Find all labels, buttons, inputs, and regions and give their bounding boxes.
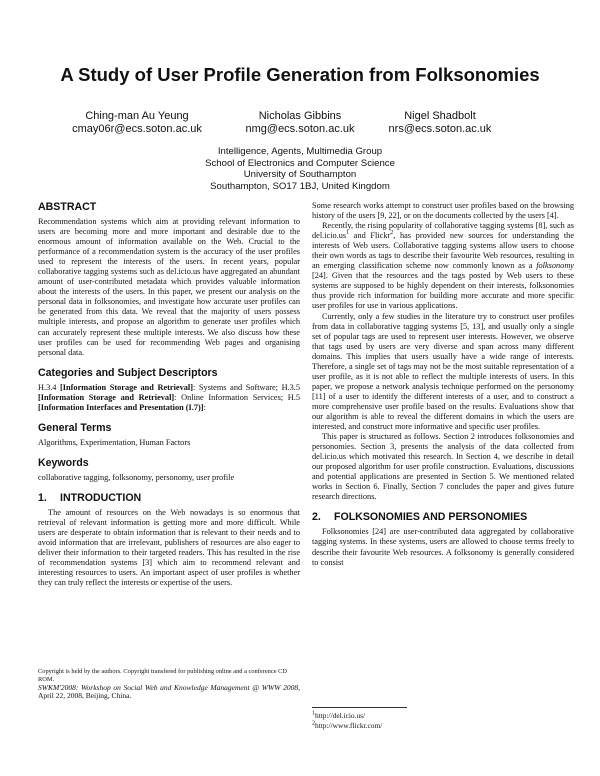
footnote: $^2$http://www.flickr.com/	[312, 720, 383, 730]
affiliation-line: Southampton, SO17 1BJ, United Kingdom	[210, 180, 390, 192]
general-terms-text: Algorithms, Experimentation, Human Factors	[38, 437, 191, 447]
folksonomies-heading: 2. FOLKSONOMIES AND PERSONOMIES	[312, 511, 528, 524]
author-email: nrs@ecs.soton.ac.uk	[388, 123, 492, 135]
author-email: nmg@ecs.soton.ac.uk	[245, 123, 355, 135]
folksonomies-section	[312, 511, 574, 567]
categories-text: H.3.4 [Information Storage and Retrieval]: Systems and Software; H.3.5 [Information Storage and Retrieval]: Online Information Services; H.5 [Information Interfaces and Presentation (I.7)]:	[38, 382, 300, 412]
footnote: $^1$http://del.icio.us/	[312, 710, 366, 720]
author-name: Ching-man Au Yeung	[85, 110, 189, 122]
introduction-section	[38, 492, 300, 588]
categories-section	[38, 367, 300, 413]
copyright-line: Copyright is held by the authors. Copyright transfered for publishing online and a conference CD ROM.	[38, 668, 288, 683]
introduction-continued	[312, 201, 574, 502]
general-terms-heading: General Terms	[38, 421, 112, 434]
author-name: Nicholas Gibbins	[258, 110, 342, 122]
intro-paragraph: Some research works attempt to construct user profiles based on the browsing history of the users [9, 22], or on the documents collected by the users [4].	[312, 201, 574, 221]
keywords-text: collaborative tagging, folksonomy, personomy, user profile	[38, 472, 235, 482]
affiliation	[120, 146, 480, 192]
abstract-text: Recommendation systems which aim at providing relevant information to users are becoming more and more important and desirable due to the enormous amount of information available on the Web. Crucial to the performance of a recommendation system is the accuracy of the user profiles used to represent the interests of the users. In recent years, popular collaborative tagging systems such as del.icio.us have aggregated an abundant amount of user-contributed metadata which provides valuable information about the interests of the users. In this paper, we present our analysis on the personal data in folksonomies, and investigate how accurate user profiles can be generated from this data. We reveal that the majority of users possess multiple interests, and propose an algorithm to generate user profiles which can accurately represent these multiple interests. We also discuss how these user profiles can be used for recommending Web pages and organising personal data.	[38, 217, 300, 357]
footnote-rule	[312, 707, 407, 708]
abstract-heading: ABSTRACT	[38, 201, 97, 213]
intro-paragraph: The amount of resources on the Web nowadays is so enormous that retrieval of relevant information is getting more and more difficult. While users are desperate to obtain information that is relevant to their needs and to avoid information that are irrelevant, publishers of resources are also eager to deliver their information to their targeted readers. This has resulted in the rise of recommendation systems [3] which aim to recommend relevant and interesting resources to users. An important aspect of user profiles is whether they can truly reflect the interests or expertise of the users.	[38, 507, 300, 588]
introduction-heading: 1. INTRODUCTION	[38, 491, 142, 504]
right-column	[312, 201, 574, 577]
folksonomies-paragraph: Folksonomies [24] are user-contributed data aggregated by collaborative tagging systems. In these systems, users are allowed to choose terms freely to describe their favourite Web resources. A folksonomy is generally considered to consist	[312, 527, 574, 567]
workshop-line: SWKM'2008: Workshop on Social Web and Knowledge Management @ WWW 2008, April 22, 2008, Beijing, China.	[38, 682, 300, 701]
copyright-notice	[38, 668, 300, 701]
intro-paragraph: This paper is structured as follows. Section 2 introduces folksonomies and personomies. Section 3, presents the analysis of the data collected from del.icio.us which motivated this research. In Section 4, we describe in detail our proposed algorithm for user profile construction. Evaluations, discussions and potential applications are presented in Section 5. We mentioned related works in Section 6. Finally, Section 7 concludes the paper and gives future research directions.	[312, 432, 574, 502]
keywords-section	[38, 457, 300, 483]
author-email: cmay06r@ecs.soton.ac.uk	[72, 123, 202, 135]
affiliation-line: University of Southampton	[243, 169, 357, 180]
affiliation-line: Intelligence, Agents, Multimedia Group	[217, 146, 383, 157]
author-block-2	[238, 110, 362, 136]
left-column	[38, 201, 300, 597]
intro-paragraph: Recently, the rising popularity of collaborative tagging systems [8], such as $del.icio.us^1$ and Flickr$^2$, has provided new sources for understanding the interests of Web users. Collaborative tagging systems allow users to choose their own words as tags to describe their favourite Web resources, resulting in an emerging classification scheme now commonly known as a folksonomy [24]. Given that the resources and the tags posted by Web users to these systems are supposed to be highly dependent on their interests, folksonomies thus provide rich information for building more accurate and more specific user profiles for use in various applications.	[312, 221, 574, 311]
intro-paragraph: Currently, only a few studies in the literature try to construct user profiles from data in collaborative tagging systems [5, 13], and usually only a single set of popular tags are used to represent user interests. However, we observe that tags used by users are very diverse and span across many different domains. This implies that users usually have a wide range of interests. Therefore, a single set of tags may not be the most suitable representation of a user profile, as it is not able to reflect the multiple interests of users. In this paper, we propose a network analysis technique performed on the personomy [11] of a user to identify the different interests of a user, and to construct a more comprehensive user profile based on the results. Evaluations show that our algorithm is able to reveal the different domains in which the users are interested, and construct more informative and specific user profiles.	[312, 311, 574, 432]
author-name: Nigel Shadbolt	[404, 110, 476, 122]
keywords-heading: Keywords	[38, 456, 89, 469]
abstract-section	[38, 201, 300, 358]
categories-heading: Categories and Subject Descriptors	[38, 366, 218, 379]
paper-title: A Study of User Profile Generation from Folksonomies	[60, 64, 540, 85]
affiliation-line: School of Electronics and Computer Science	[205, 157, 395, 169]
footnotes	[312, 707, 574, 730]
author-block-1	[62, 110, 212, 136]
general-terms-section	[38, 422, 300, 448]
author-block-3	[380, 110, 500, 136]
